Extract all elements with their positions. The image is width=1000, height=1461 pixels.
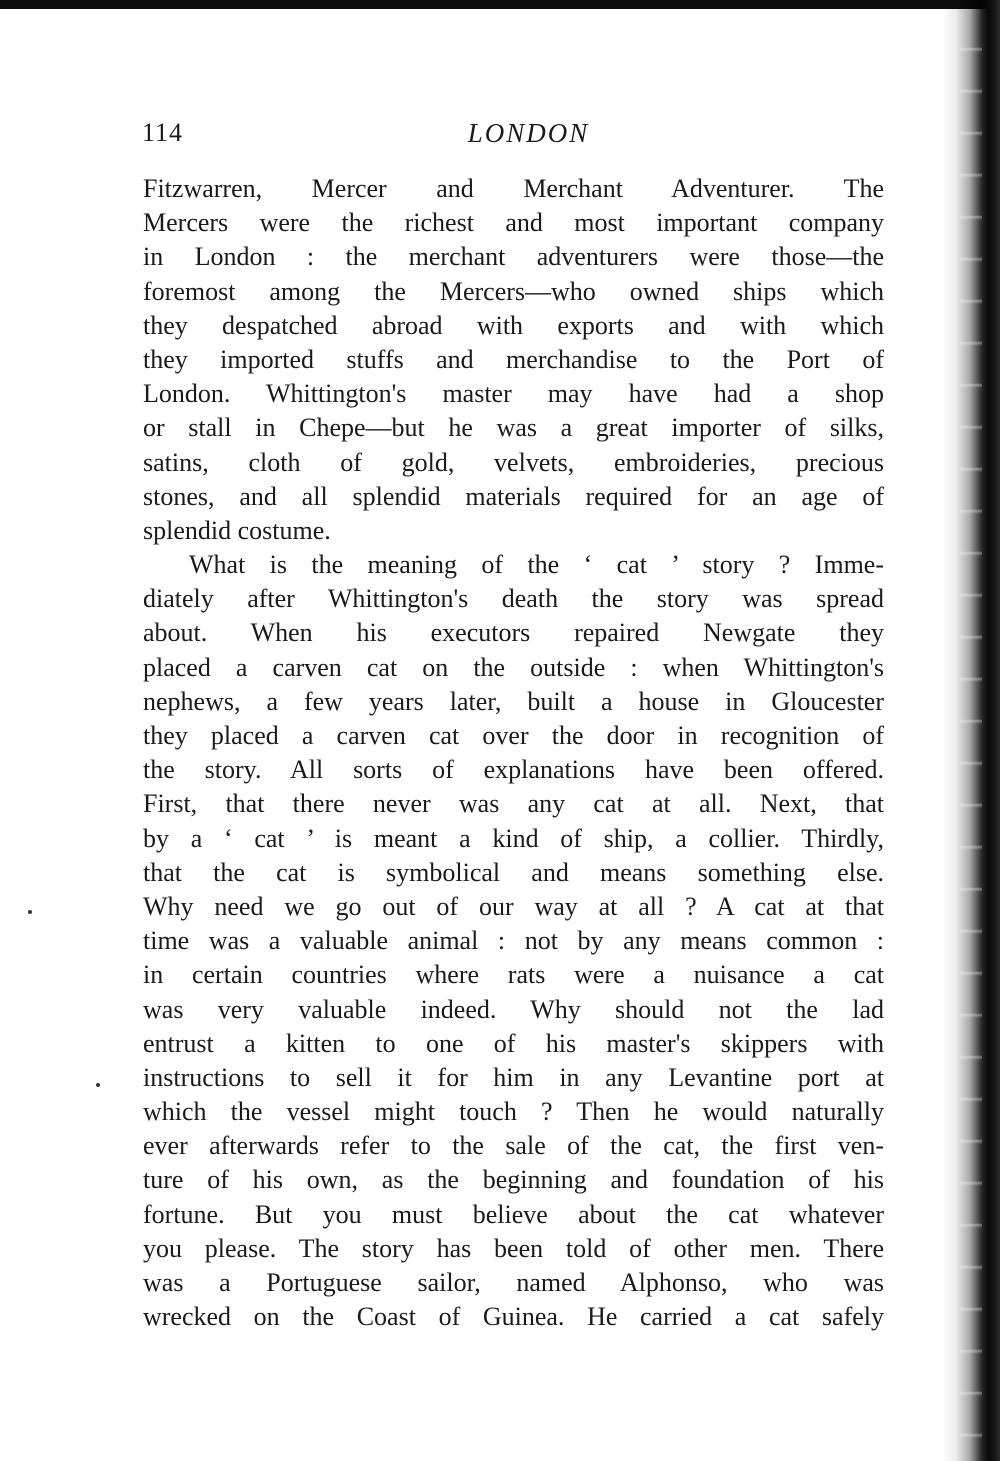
text-line: the story. All sorts of explanations have been offered. (143, 755, 884, 785)
text-line: placed a carven cat on the outside : when Whittington's (143, 652, 884, 682)
page-number: 114 (142, 118, 184, 147)
text-line: ever afterwards refer to the sale of the cat, the first ven- (143, 1131, 884, 1161)
text-line: that the cat is symbolical and means something else. (143, 857, 884, 887)
page-header-title: LONDON (467, 118, 590, 148)
text-line: foremost among the Mercers—who owned ships which (143, 276, 884, 306)
paragraph-start-line: What is the meaning of the ‘ cat ’ story ? Imme- (189, 550, 884, 580)
text-line: about. When his executors repaired Newgate they (143, 618, 884, 648)
text-line: nephews, a few years later, built a house in Gloucester (143, 686, 884, 716)
text-line: Fitzwarren, Mercer and Merchant Adventurer. The (143, 174, 884, 203)
text-line: First, that there never was any cat at all. Next, that (143, 789, 884, 819)
text-line: in London : the merchant adventurers were those—the (143, 242, 884, 272)
running-head (142, 118, 887, 158)
margin-speck (96, 1083, 100, 1087)
text-line: instructions to sell it for him in any Levantine port at (143, 1062, 884, 1092)
text-line: satins, cloth of gold, velvets, embroideries, precious (143, 447, 884, 477)
text-line: fortune. But you must believe about the cat whatever (143, 1199, 884, 1229)
paragraph-end-line: splendid costume. (143, 515, 331, 545)
gutter-speckle (960, 10, 982, 1450)
text-line: Why need we go out of our way at all ? A cat at that (143, 891, 884, 921)
text-line: Mercers were the richest and most important company (143, 208, 884, 238)
text-line: they imported stuffs and merchandise to the Port of (143, 344, 884, 374)
text-line: in certain countries where rats were a nuisance a cat (143, 960, 884, 990)
text-line: was a Portuguese sailor, named Alphonso, who was (143, 1268, 884, 1297)
text-line: entrust a kitten to one of his master's skippers with (143, 1028, 884, 1058)
text-line: ture of his own, as the beginning and foundation of his (143, 1165, 884, 1195)
text-line: they placed a carven cat over the door in recognition of (143, 721, 884, 750)
body-text (143, 172, 884, 1334)
text-line: by a ‘ cat ’ is meant a kind of ship, a collier. Thirdly, (143, 823, 884, 853)
text-line: or stall in Chepe—but he was a great importer of silks, (143, 413, 884, 443)
text-line: diately after Whittington's death the story was spread (143, 584, 884, 614)
text-line: wrecked on the Coast of Guinea. He carried a cat safely (143, 1302, 884, 1332)
page-top-edge-shadow (0, 0, 1000, 9)
text-line: London. Whittington's master may have had a shop (143, 379, 884, 409)
text-line: which the vessel might touch ? Then he would naturally (143, 1097, 884, 1127)
text-line: they despatched abroad with exports and with which (143, 310, 884, 340)
text-line: time was a valuable animal : not by any means common : (143, 926, 884, 956)
text-line: was very valuable indeed. Why should not the lad (143, 994, 884, 1024)
margin-speck (28, 910, 32, 914)
text-line: you please. The story has been told of other men. There (143, 1233, 884, 1263)
text-line: stones, and all splendid materials required for an age of (143, 481, 884, 511)
